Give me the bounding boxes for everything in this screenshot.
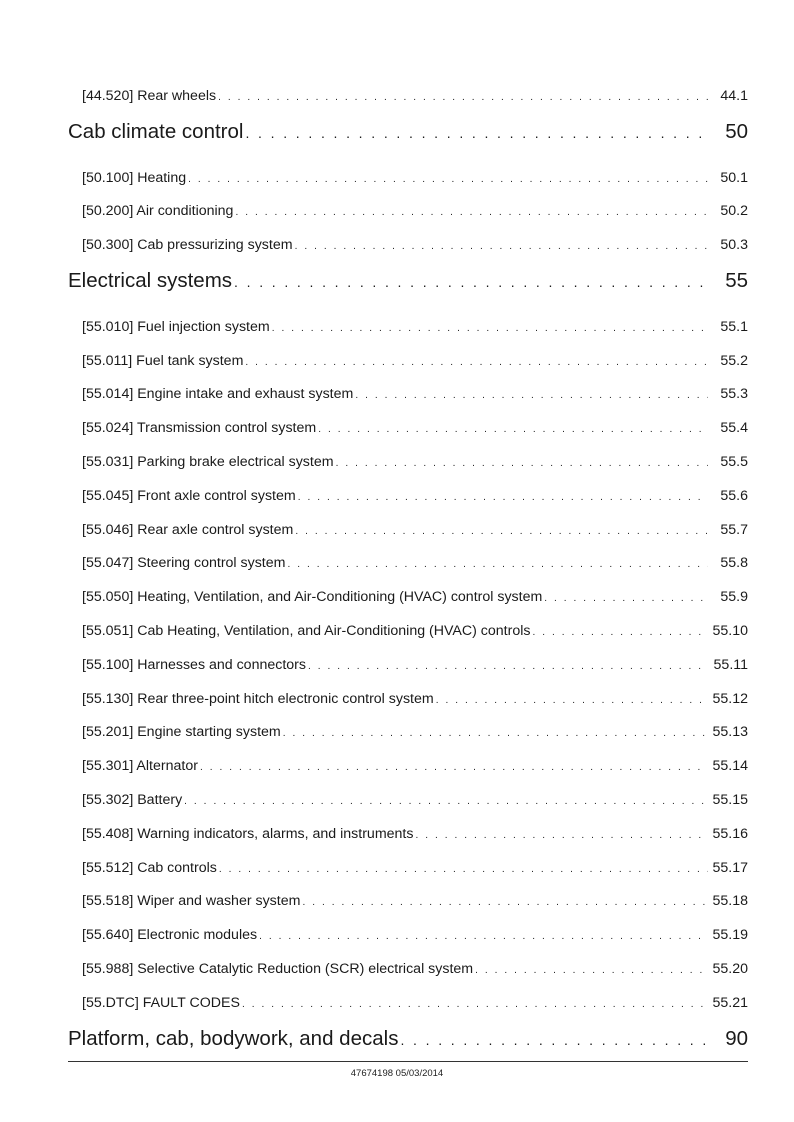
toc-entry-label: [55.045] Front axle control system xyxy=(82,487,296,504)
toc-subsection-entry[interactable] xyxy=(82,724,748,744)
toc-subsection-entry[interactable] xyxy=(82,826,748,846)
toc-page-number: 55.15 xyxy=(712,792,748,808)
toc-leader-dots xyxy=(259,931,708,942)
toc-subsection-entry[interactable] xyxy=(82,927,748,947)
toc-subsection-entry[interactable] xyxy=(82,589,748,609)
toc-subsection-entry[interactable] xyxy=(82,522,748,542)
toc-page-number: 55.12 xyxy=(712,690,748,707)
toc-entry-label: [55.DTC] FAULT CODES xyxy=(82,994,240,1011)
toc-leader-dots xyxy=(475,965,708,976)
toc-leader-dots xyxy=(318,424,708,435)
toc-page-number: 55.9 xyxy=(720,589,748,606)
toc-leader-dots xyxy=(295,241,708,252)
toc-entry-label: Electrical systems xyxy=(68,269,233,292)
toc-entry-label: [55.011] Fuel tank system xyxy=(82,352,244,369)
toc-entry-label: [50.100] Heating xyxy=(82,169,187,186)
toc-page-number: 90 xyxy=(725,1026,748,1050)
toc-entry-label: [55.301] Alternator xyxy=(82,758,198,775)
toc-entry-label: [55.408] Warning indicators, alarms, and instruments xyxy=(82,825,414,842)
toc-page-number: 55.20 xyxy=(712,961,748,977)
toc-leader-dots xyxy=(287,559,708,570)
toc-leader-dots xyxy=(302,897,708,908)
toc-leader-dots xyxy=(188,174,708,185)
toc-page-number: 55.6 xyxy=(720,487,748,504)
toc-subsection-entry[interactable] xyxy=(82,170,748,190)
toc-leader-dots xyxy=(295,526,708,537)
toc-section-entry[interactable] xyxy=(68,269,748,299)
toc-entry-label: [50.200] Air conditioning xyxy=(82,203,234,220)
toc-page-number: 55.21 xyxy=(712,994,748,1011)
toc-leader-dots xyxy=(234,274,710,290)
toc-subsection-entry[interactable] xyxy=(82,88,748,108)
toc-page-number: 55.14 xyxy=(712,758,748,775)
toc-leader-dots xyxy=(336,458,708,469)
toc-entry-label: Cab climate control xyxy=(68,119,244,143)
toc-subsection-entry[interactable] xyxy=(82,555,748,575)
toc-subsection-entry[interactable] xyxy=(82,691,748,711)
toc-leader-dots xyxy=(200,762,708,773)
toc-entry-label: [55.100] Harnesses and connectors xyxy=(82,656,306,673)
toc-leader-dots xyxy=(245,357,708,368)
toc-entry-label: [55.518] Wiper and washer system xyxy=(82,893,301,910)
footer-rule xyxy=(68,1061,748,1062)
toc-entry-label: [55.014] Engine intake and exhaust system xyxy=(82,386,354,403)
toc-leader-dots xyxy=(400,1032,710,1048)
toc-page-number: 55.16 xyxy=(712,825,748,842)
toc-leader-dots xyxy=(298,492,708,503)
toc-leader-dots xyxy=(242,999,708,1010)
toc-subsection-entry[interactable] xyxy=(82,420,748,440)
toc-leader-dots xyxy=(308,661,708,672)
toc-subsection-entry[interactable] xyxy=(82,758,748,778)
toc-entry-label: [50.300] Cab pressurizing system xyxy=(82,237,293,254)
toc-page-number: 55.3 xyxy=(720,386,748,403)
toc-leader-dots xyxy=(219,864,708,875)
toc-page-number: 55.2 xyxy=(720,352,748,369)
toc-subsection-entry[interactable] xyxy=(82,792,748,812)
toc-page-number: 50 xyxy=(725,119,748,143)
toc-subsection-entry[interactable] xyxy=(82,995,748,1015)
toc-page-number: 55.10 xyxy=(712,623,748,639)
toc-subsection-entry[interactable] xyxy=(82,657,748,677)
toc-subsection-entry[interactable] xyxy=(82,860,748,880)
toc-leader-dots xyxy=(218,92,708,103)
toc-page-number: 55 xyxy=(725,269,748,292)
toc-page-number: 55.8 xyxy=(720,555,748,572)
toc-entry-label: [55.051] Cab Heating, Ventilation, and Air-Conditioning (HVAC) controls xyxy=(82,623,531,639)
toc-entry-label: [55.512] Cab controls xyxy=(82,859,217,876)
toc-leader-dots xyxy=(436,695,708,706)
toc-leader-dots xyxy=(272,323,708,334)
toc-leader-dots xyxy=(415,830,708,841)
toc-section-entry[interactable] xyxy=(68,1027,748,1057)
toc-entry-label: [55.988] Selective Catalytic Reduction (SCR) electrical system xyxy=(82,961,474,977)
toc-page-number: 55.7 xyxy=(720,521,748,538)
toc-entry-label: [55.201] Engine starting system xyxy=(82,724,281,741)
toc-subsection-entry[interactable] xyxy=(82,319,748,339)
toc-leader-dots xyxy=(184,796,708,807)
toc-page-number: 55.5 xyxy=(720,454,748,470)
toc-page-number: 55.17 xyxy=(712,859,748,876)
toc-subsection-entry[interactable] xyxy=(82,893,748,913)
toc-page-number: 55.13 xyxy=(712,724,748,741)
toc-section-entry[interactable] xyxy=(68,120,748,150)
toc-page-number: 50.2 xyxy=(720,203,748,220)
toc-leader-dots xyxy=(283,728,708,739)
toc-subsection-entry[interactable] xyxy=(82,961,748,981)
toc-subsection-entry[interactable] xyxy=(82,386,748,406)
toc-subsection-entry[interactable] xyxy=(82,454,748,474)
toc-subsection-entry[interactable] xyxy=(82,353,748,373)
toc-leader-dots xyxy=(245,125,710,141)
toc-entry-label: [44.520] Rear wheels xyxy=(82,88,217,104)
toc-leader-dots xyxy=(355,390,708,401)
toc-subsection-entry[interactable] xyxy=(82,623,748,643)
toc-entry-label: [55.010] Fuel injection system xyxy=(82,318,270,335)
toc-page-number: 55.4 xyxy=(720,420,748,437)
toc-page-number: 55.11 xyxy=(713,656,748,673)
toc-entry-label: [55.302] Battery xyxy=(82,792,183,808)
toc-subsection-entry[interactable] xyxy=(82,203,748,223)
toc-page-number: 50.3 xyxy=(720,237,748,254)
toc-entry-label: [55.047] Steering control system xyxy=(82,555,286,572)
toc-entry-label: [55.024] Transmission control system xyxy=(82,420,317,437)
toc-entry-label: Platform, cab, bodywork, and decals xyxy=(68,1026,399,1050)
toc-page-number: 55.1 xyxy=(720,318,748,335)
toc-entry-label: [55.050] Heating, Ventilation, and Air-Conditioning (HVAC) control system xyxy=(82,589,543,606)
toc-subsection-entry[interactable] xyxy=(82,237,748,257)
toc-entry-label: [55.640] Electronic modules xyxy=(82,927,258,944)
toc-leader-dots xyxy=(544,593,708,604)
toc-page-number: 50.1 xyxy=(720,169,748,186)
toc-page-number: 55.19 xyxy=(712,927,748,944)
toc-page-number: 55.18 xyxy=(712,893,748,910)
toc-entry-label: [55.046] Rear axle control system xyxy=(82,521,294,538)
toc-leader-dots xyxy=(532,627,708,638)
toc-leader-dots xyxy=(235,207,708,218)
toc-entry-label: [55.130] Rear three-point hitch electronic control system xyxy=(82,690,434,707)
toc-entry-label: [55.031] Parking brake electrical system xyxy=(82,454,334,470)
toc-page-number: 44.1 xyxy=(720,88,748,104)
toc-subsection-entry[interactable] xyxy=(82,488,748,508)
footer-doc-id: 47674198 05/03/2014 xyxy=(350,1068,444,1079)
